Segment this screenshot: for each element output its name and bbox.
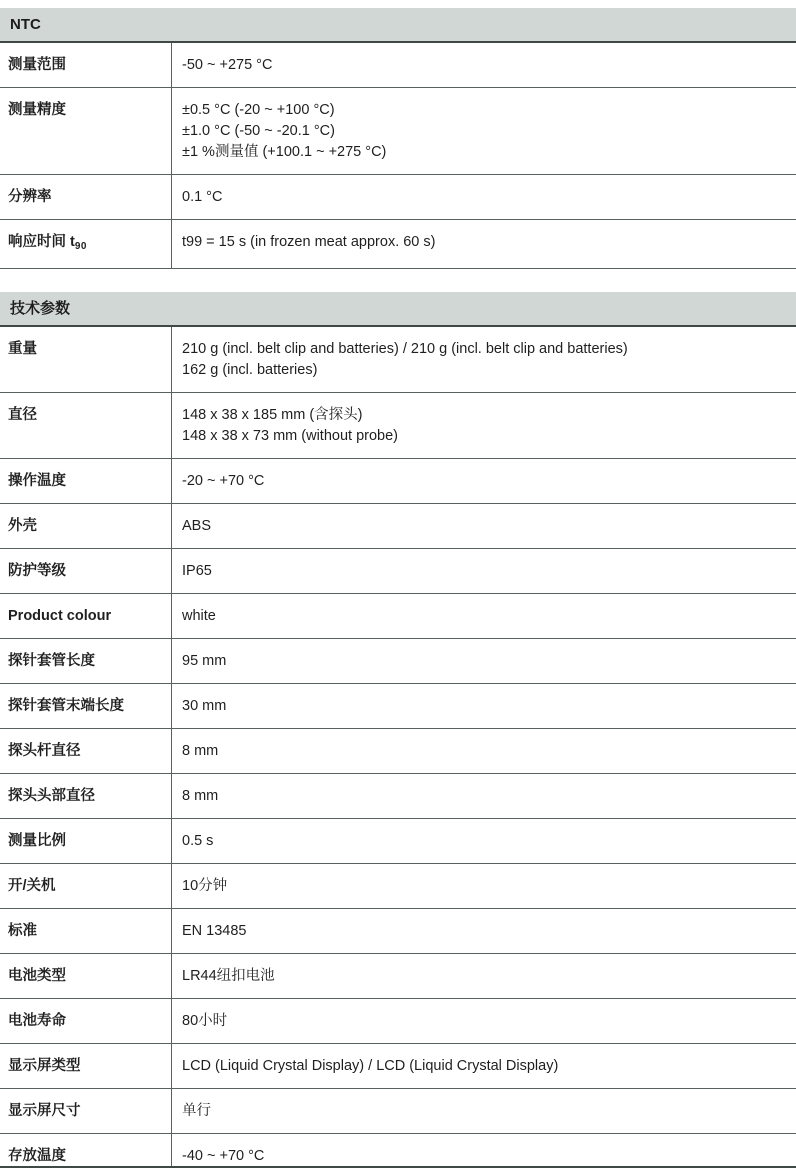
table-row	[0, 393, 796, 459]
table-row	[0, 729, 796, 774]
row-value-cell	[172, 954, 796, 998]
row-label-cell	[0, 1089, 172, 1133]
row-label-cell	[0, 819, 172, 863]
row-label-cell	[0, 220, 172, 268]
row-value-line: 148 x 38 x 73 mm (without probe)	[182, 428, 398, 444]
row-value-line: 8 mm	[182, 743, 219, 759]
row-value-cell	[172, 88, 796, 174]
row-value-cell	[172, 327, 796, 392]
row-value-cell	[172, 774, 796, 818]
table-row	[0, 459, 796, 504]
row-label-cell	[0, 459, 172, 503]
row-label-cell	[0, 954, 172, 998]
table-row	[0, 954, 796, 999]
row-value-cell	[172, 639, 796, 683]
row-label: 外壳	[8, 518, 37, 534]
row-value-line: 162 g (incl. batteries)	[182, 362, 318, 378]
row-value-cell	[172, 175, 796, 219]
row-label: 直径	[8, 407, 37, 423]
row-label: 标准	[8, 923, 37, 939]
table-row	[0, 999, 796, 1044]
row-value-cell	[172, 459, 796, 503]
row-label-cell	[0, 729, 172, 773]
row-label: 探头杆直径	[8, 743, 81, 759]
row-label-cell	[0, 175, 172, 219]
row-value-cell	[172, 1044, 796, 1088]
row-value-cell	[172, 594, 796, 638]
row-value-line: t99 = 15 s (in frozen meat approx. 60 s)	[182, 234, 436, 250]
spec-section	[0, 8, 796, 269]
row-value-cell	[172, 504, 796, 548]
row-label-cell	[0, 549, 172, 593]
section-header	[0, 8, 796, 43]
row-value-line: -50 ~ +275 °C	[182, 57, 273, 73]
row-label: 探针套管末端长度	[8, 698, 124, 714]
row-label: 测量范围	[8, 57, 66, 73]
row-value-cell	[172, 729, 796, 773]
spec-table	[0, 8, 796, 1168]
table-row	[0, 220, 796, 269]
row-label-cell	[0, 864, 172, 908]
table-row	[0, 88, 796, 175]
table-row	[0, 819, 796, 864]
row-value-line: 8 mm	[182, 788, 219, 804]
table-row	[0, 1134, 796, 1168]
row-value-line: 0.1 °C	[182, 189, 223, 205]
row-value-line: -20 ~ +70 °C	[182, 473, 265, 489]
table-row	[0, 175, 796, 220]
section-header	[0, 292, 796, 327]
row-value-cell	[172, 819, 796, 863]
row-value-cell	[172, 684, 796, 728]
row-label-cell	[0, 393, 172, 458]
row-label: 存放温度	[8, 1148, 66, 1164]
row-value-line: 210 g (incl. belt clip and batteries) / 210 g (incl. belt clip and batteries)	[182, 341, 628, 357]
row-value-line: IP65	[182, 563, 212, 579]
row-label: 重量	[8, 341, 37, 357]
row-value-line: 30 mm	[182, 698, 227, 714]
row-value-cell	[172, 549, 796, 593]
row-label-cell	[0, 327, 172, 392]
row-value-line: 10分钟	[182, 878, 228, 894]
row-value-line: 95 mm	[182, 653, 227, 669]
section-title: NTC	[10, 16, 41, 33]
row-label: 探头头部直径	[8, 788, 95, 804]
table-row	[0, 909, 796, 954]
row-label-cell	[0, 999, 172, 1043]
row-value-line: ABS	[182, 518, 212, 534]
row-label-cell	[0, 594, 172, 638]
row-value-cell	[172, 999, 796, 1043]
row-value-line: LR44纽扣电池	[182, 968, 275, 984]
row-label-cell	[0, 504, 172, 548]
row-label: 显示屏尺寸	[8, 1103, 81, 1119]
row-label-cell	[0, 1044, 172, 1088]
row-value-line: ±1.0 °C (-50 ~ -20.1 °C)	[182, 123, 335, 139]
row-value-line: -40 ~ +70 °C	[182, 1148, 265, 1164]
row-value-cell	[172, 1134, 796, 1168]
row-value-line: white	[182, 608, 216, 624]
row-value-cell	[172, 864, 796, 908]
table-row	[0, 1089, 796, 1134]
row-value-cell	[172, 393, 796, 458]
row-value-line: ±0.5 °C (-20 ~ +100 °C)	[182, 102, 335, 118]
table-row	[0, 327, 796, 393]
table-row	[0, 504, 796, 549]
section-title: 技术参数	[10, 300, 71, 317]
row-value-line: 0.5 s	[182, 833, 214, 849]
row-label-cell	[0, 639, 172, 683]
row-label-cell	[0, 43, 172, 87]
row-value-line: 单行	[182, 1103, 211, 1119]
row-label-cell	[0, 774, 172, 818]
row-label: 电池寿命	[8, 1013, 66, 1029]
table-row	[0, 639, 796, 684]
row-value-cell	[172, 43, 796, 87]
row-label: 防护等级	[8, 563, 66, 579]
row-label: Product colour	[8, 608, 112, 624]
row-label-cell	[0, 909, 172, 953]
row-label-cell	[0, 1134, 172, 1168]
row-label: 分辨率	[8, 189, 52, 205]
row-value-line: ±1 %测量值 (+100.1 ~ +275 °C)	[182, 144, 387, 160]
table-row	[0, 864, 796, 909]
table-row	[0, 43, 796, 88]
row-value-cell	[172, 909, 796, 953]
row-label: 操作温度	[8, 473, 66, 489]
row-label: 响应时间 t	[8, 234, 75, 250]
row-label-cell	[0, 88, 172, 174]
table-row	[0, 1044, 796, 1089]
table-row	[0, 684, 796, 729]
row-label-cell	[0, 684, 172, 728]
row-value-line: 148 x 38 x 185 mm (含探头)	[182, 407, 363, 423]
table-row	[0, 594, 796, 639]
table-row	[0, 774, 796, 819]
row-label: 电池类型	[8, 968, 66, 984]
row-value-line: EN 13485	[182, 923, 247, 939]
row-label: 测量比例	[8, 833, 66, 849]
row-value-line: LCD (Liquid Crystal Display) / LCD (Liquid Crystal Display)	[182, 1058, 559, 1074]
spec-section	[0, 292, 796, 1168]
row-label-subscript: 90	[74, 241, 87, 252]
row-label: 显示屏类型	[8, 1058, 81, 1074]
table-row	[0, 549, 796, 594]
row-value-cell	[172, 220, 796, 268]
row-label: 探针套管长度	[8, 653, 95, 669]
row-value-cell	[172, 1089, 796, 1133]
row-label: 测量精度	[8, 102, 66, 118]
row-label: 开/关机	[8, 878, 56, 894]
row-value-line: 80小时	[182, 1013, 228, 1029]
